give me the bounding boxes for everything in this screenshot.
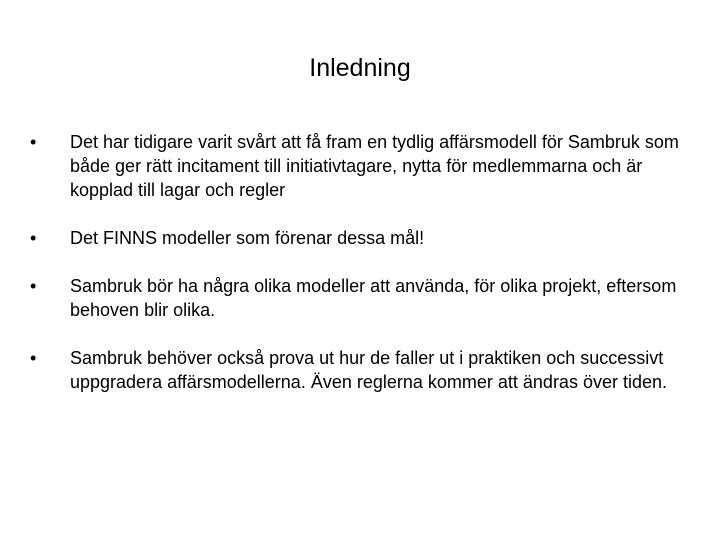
bullet-text: Det FINNS modeller som förenar dessa mål! xyxy=(70,228,425,248)
bullet-icon: • xyxy=(30,348,37,368)
bullet-text: Sambruk bör ha några olika modeller att använda, för olika projekt, eftersom behoven blir olika. xyxy=(70,276,677,320)
bullet-text: Sambruk behöver också prova ut hur de faller ut i praktiken och successivt uppgradera affärsmodellerna. Även reglerna kommer att ändras över tiden. xyxy=(70,348,667,392)
bullet-icon: • xyxy=(30,276,37,296)
bullet-text: Det har tidigare varit svårt att få fram en tydlig affärsmodell för Sambruk som både ger rätt incitament till initiativtagare, nytta för medlemmarna och är kopplad till lagar och regler xyxy=(70,132,679,200)
slide-title: Inledning xyxy=(309,54,411,82)
bullet-list xyxy=(30,130,690,418)
bullet-icon: • xyxy=(30,228,37,248)
bullet-item xyxy=(30,130,690,202)
bullet-item xyxy=(30,274,690,322)
bullet-item xyxy=(30,346,690,394)
bullet-icon: • xyxy=(30,132,37,152)
bullet-item xyxy=(30,226,690,250)
